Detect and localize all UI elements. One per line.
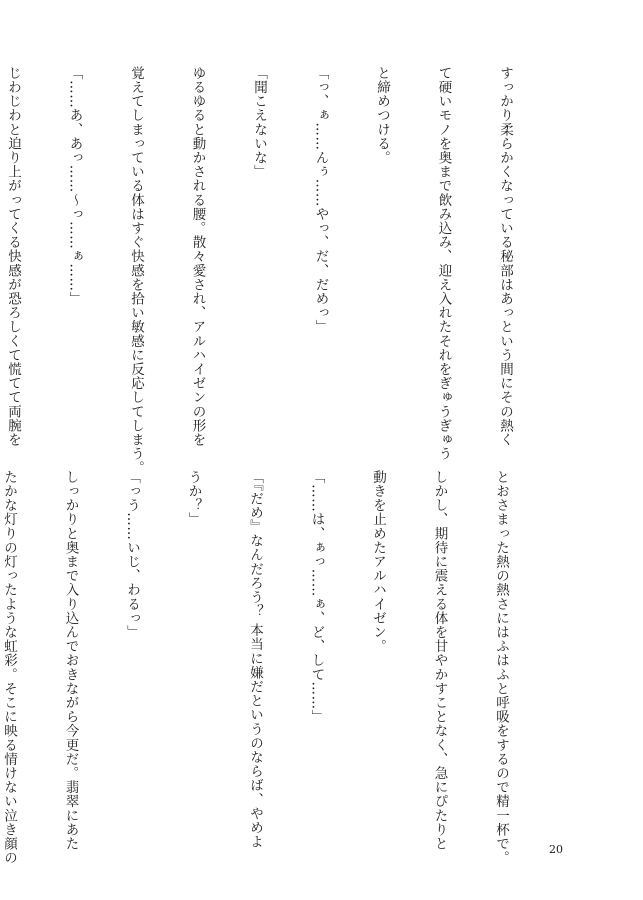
text-line: て硬いモノを奥まで飲み込み、迎え入れたそれをぎゅうぎゅう	[435, 66, 452, 461]
text-line: しっかりと奥まで入り込んでおきながら今更だ。翡翠にあた	[62, 470, 79, 851]
text-line: たかな灯りの灯ったような虹彩。そこに映る情けない泣き顔の	[1, 470, 17, 865]
text-line: 「『だめ』なんだろう？ 本当に嫌だというのならば、やめよ	[247, 470, 263, 849]
text-line: 「っ、ぁ……んぅ……やっ、だ、だめっ」	[312, 66, 329, 334]
text-line: 動きを止めたアルハイゼン。	[370, 470, 386, 654]
text-line: 「っう……いじ、わるっ」	[124, 470, 140, 640]
text-block-bottom	[1, 470, 552, 865]
text-line: うか？」	[185, 470, 202, 527]
text-line: ゆるゆると動かされる腰。散々愛され、アルハイゼンの形を	[189, 66, 206, 447]
text-line: じわじわと迫り上がってくる快感が恐ろしくて慌てて両腕を	[5, 66, 21, 447]
text-line: 「……あ、あっ……～っ……ぁ……」	[66, 66, 83, 306]
text-line: 「聞こえないな」	[251, 66, 267, 179]
text-line: すっかり柔らかくなっている秘部はあっという間にその熱く	[497, 66, 513, 447]
text-line: 「……は、ぁっ……ぁ、ど、して……」	[308, 470, 325, 724]
page-number: 20	[549, 843, 563, 856]
text-block-top	[5, 66, 556, 475]
text-line: と締めつける。	[374, 66, 390, 165]
text-line: しかし、期待に震える体を甘やかすことなく、急にぴたりと	[431, 470, 448, 851]
text-line: 覚えてしまっている体はすぐ快感を拾い敏感に反応してしまう。	[128, 66, 144, 475]
text-line: とおさまった熱の熱さにはふはふと呼吸をするので精一杯で。	[493, 470, 509, 865]
